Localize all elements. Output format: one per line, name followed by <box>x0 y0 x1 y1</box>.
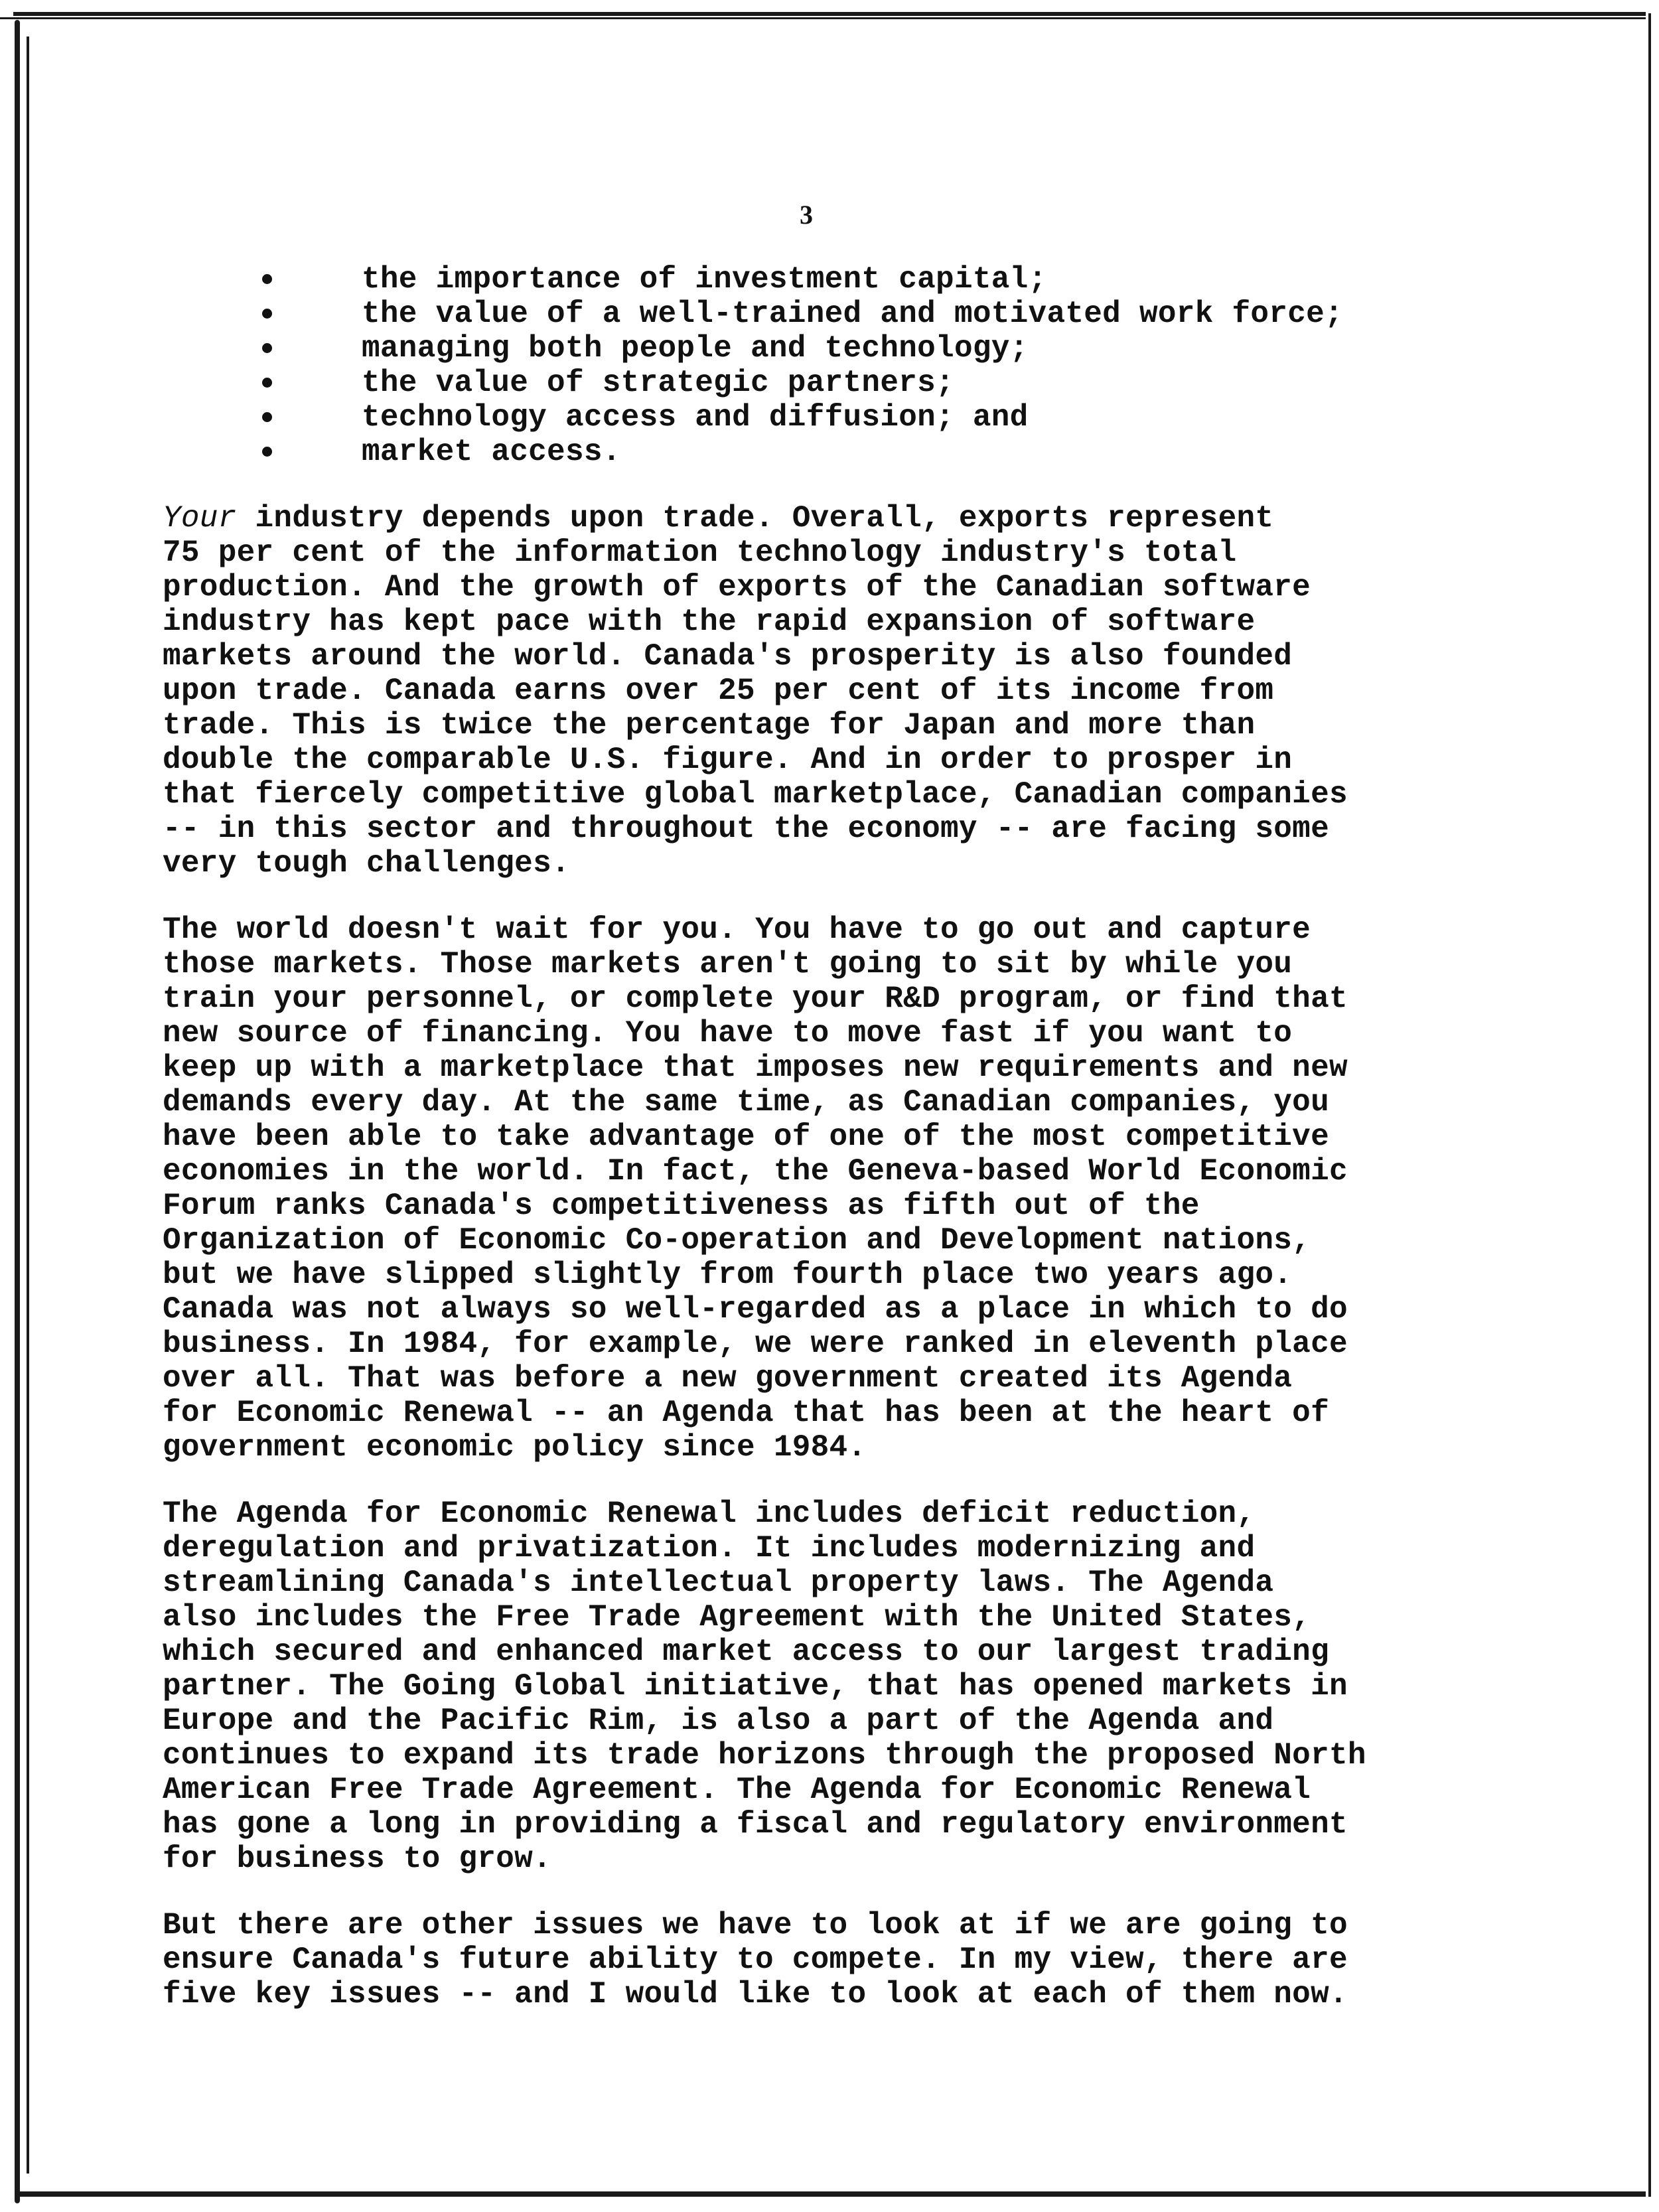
bullet-item <box>163 262 1496 297</box>
paragraph-text: But there are other issues we have to look at if we are going to ensure Canada's future ability to compete. In my view, there are five key issues -- and I would like to look at each of them now. <box>163 1908 1348 2012</box>
bullet-text: the value of strategic partners; <box>362 366 954 400</box>
page-frame-bottom <box>15 2191 1646 2197</box>
page-frame-left-inner <box>27 37 29 2174</box>
paragraph-text: The Agenda for Economic Renewal includes deficit reduction, deregulation and privatization. It includes modernizing and streamlining Canada's intellectual property laws. The Agenda also includes the Free Trade Agreement with the United States, which secured and enhanced market access to our largest trading partner. The Going Global initiative, that has opened markets in Europe and the Pacific Rim, is also a part of the Agenda and continues to expand its trade horizons through the proposed North American Free Trade Agreement. The Agenda for Economic Renewal has gone a long in providing a fiscal and regulatory environment for business to grow. <box>163 1497 1366 1876</box>
bullet-item <box>163 435 1496 469</box>
bullet-dot-icon <box>262 274 272 284</box>
page-number: 3 <box>800 200 813 230</box>
bullet-text: managing both people and technology; <box>362 331 1029 366</box>
paragraph-world <box>163 913 1496 1465</box>
paragraph-agenda <box>163 1497 1496 1876</box>
page-frame-left <box>15 20 20 2203</box>
bullet-item <box>163 297 1496 331</box>
page-frame-right <box>1648 13 1651 2197</box>
bullet-item <box>163 366 1496 400</box>
bullet-item <box>163 331 1496 366</box>
page-frame-top-thin <box>0 17 1646 19</box>
bullet-dot-icon <box>262 412 272 422</box>
bullet-text: the importance of investment capital; <box>362 262 1047 297</box>
bullet-list <box>163 262 1496 469</box>
page-frame-top <box>13 12 1646 16</box>
bullet-text: market access. <box>362 435 621 469</box>
bullet-item <box>163 400 1496 435</box>
paragraph-trade <box>163 501 1496 881</box>
paragraph-lead-word: Your <box>163 501 237 536</box>
paragraph-text: The world doesn't wait for you. You have to go out and capture those markets. Those markets aren't going to sit by while you train your personnel, or complete your R&D program, or find that new source of financing. You have to move fast if you want to keep up with a marketplace that imposes new requirements and new demands every day. At the same time, as Canadian companies, you have been able to take advantage of one of the most competitive economies in the world. In fact, the Geneva-based World Economic Forum ranks Canada's competitiveness as fifth out of the Organization of Economic Co-operation and Development nations, but we have slipped slightly from fourth place two years ago. Canada was not always so well-regarded as a place in which to do business. In 1984, for example, we were ranked in eleventh place over all. That was before a new government created its Agenda for Economic Renewal -- an Agenda that has been at the heart of government economic policy since 1984. <box>163 913 1348 1465</box>
bullet-dot-icon <box>262 447 272 457</box>
bullet-text: the value of a well-trained and motivated work force; <box>362 297 1343 331</box>
bullet-dot-icon <box>262 343 272 353</box>
bullet-text: technology access and diffusion; and <box>362 400 1029 435</box>
paragraph-issues <box>163 1908 1496 2012</box>
bullet-dot-icon <box>262 378 272 388</box>
paragraph-text: industry depends upon trade. Overall, exports represent 75 per cent of the information technology industry's total production. And the growth of exports of the Canadian software industry has kept pace with the rapid expansion of software markets around the world. Canada's prosperity is also founded upon trade. Canada earns over 25 per cent of its income from trade. This is twice the percentage for Japan and more than double the comparable U.S. figure. And in order to prosper in that fiercely competitive global marketplace, Canadian companies -- in this sector and throughout the economy -- are facing some very tough challenges. <box>163 501 1348 881</box>
bullet-dot-icon <box>262 309 272 319</box>
document-body <box>163 262 1496 2012</box>
